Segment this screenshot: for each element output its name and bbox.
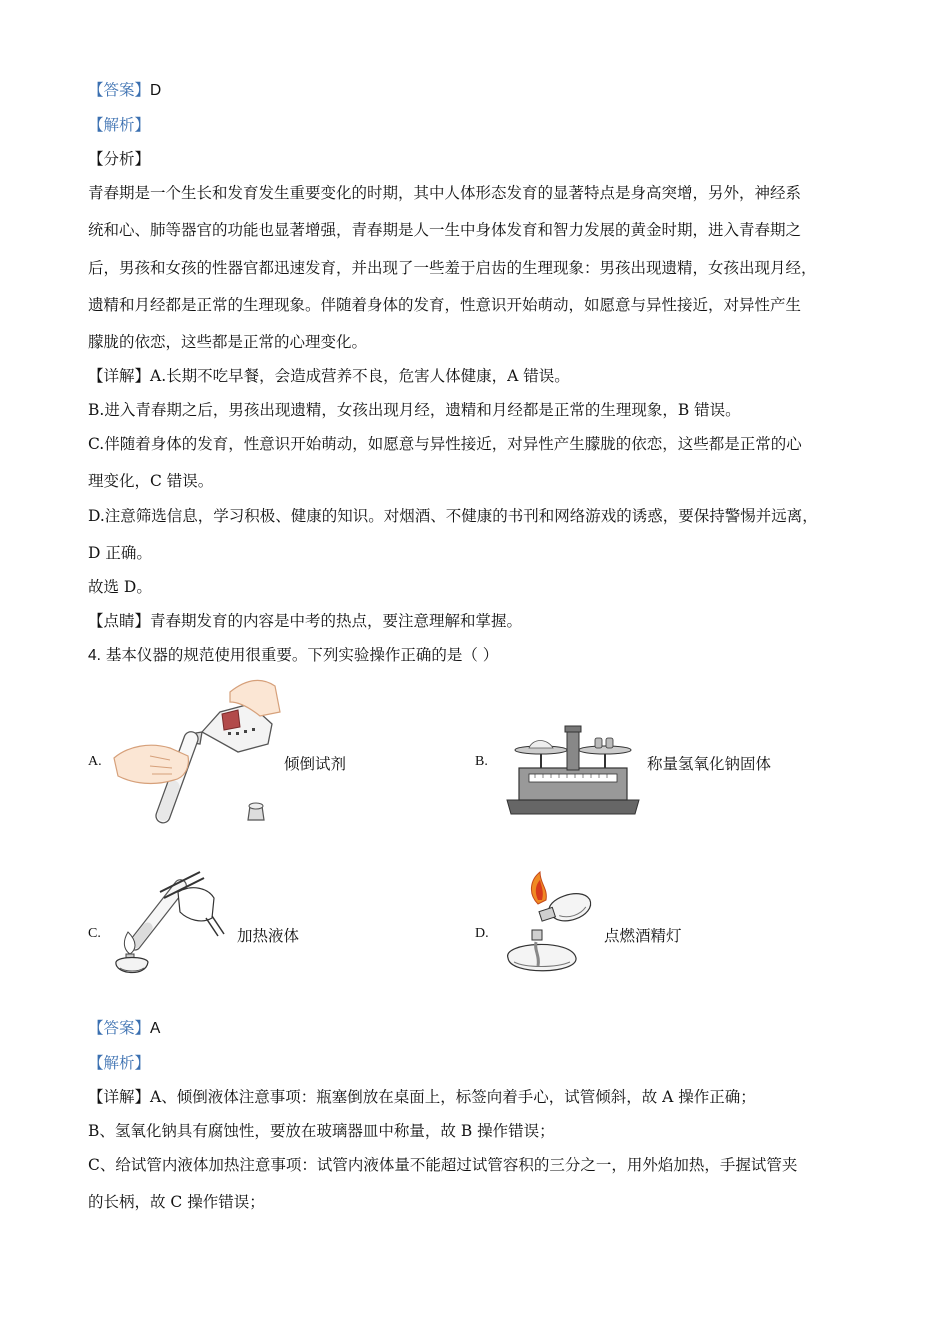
- jiexi-label: 【解析】: [88, 116, 151, 134]
- option-d-caption: 点燃酒精灯: [604, 927, 682, 945]
- fenxi-paragraph-line: 后，男孩和女孩的性器官都迅速发育，并出现了一些羞于启齿的生理现象：男孩出现遗精，女孩出现月经，: [88, 259, 817, 277]
- fenxi-paragraph-line: 朦胧的依恋，这些都是正常的心理变化。: [88, 333, 368, 351]
- answer-label: 【答案】: [88, 1019, 151, 1037]
- xiangjie-line: 理变化，C 错误。: [88, 472, 214, 490]
- fenxi-paragraph-line: 统和心、肺等器官的功能也显著增强，青春期是人一生中身体发育和智力发展的黄金时期，进入青春期之: [88, 221, 802, 239]
- fenxi-label: 【分析】: [88, 150, 151, 168]
- lighting-alcohol-lamp-figure: [500, 870, 602, 978]
- xiangjie-line: B、氢氧化钠具有腐蚀性，要放在玻璃器皿中称量，故 B 操作错误；: [88, 1122, 555, 1140]
- option-c-caption: 加热液体: [237, 927, 300, 945]
- fenxi-paragraph-line: 青春期是一个生长和发育发生重要变化的时期，其中人体形态发育的显著特点是身高突增，另外，神经系: [88, 184, 802, 202]
- answer-value: A: [150, 1020, 161, 1037]
- question-text: 基本仪器的规范使用很重要。下列实验操作正确的是（ ）: [105, 646, 499, 664]
- xiangjie-line: D.注意筛选信息，学习积极、健康的知识。对烟酒、不健康的书刊和网络游戏的诱惑，要保持警惕并远离，: [88, 507, 818, 525]
- pouring-reagent-figure: [110, 672, 282, 830]
- xiangjie-line: D 正确。: [88, 544, 152, 562]
- option-a-caption: 倾倒试剂: [284, 755, 347, 773]
- heating-liquid-figure: [108, 862, 234, 980]
- option-d-letter: D.: [475, 926, 489, 941]
- dianjing-line: 【点睛】青春期发育的内容是中考的热点，要注意理解和掌握。: [88, 612, 523, 630]
- xiangjie-line: 的长柄，故 C 操作错误；: [88, 1193, 265, 1211]
- option-c-letter: C.: [88, 926, 101, 941]
- xiangjie-line: 【详解】A.长期不吃早餐，会造成营养不良，危害人体健康，A 错误。: [88, 367, 570, 385]
- balance-scale-figure: [503, 722, 643, 818]
- fenxi-paragraph-line: 遗精和月经都是正常的生理现象。伴随着身体的发育，性意识开始萌动，如愿意与异性接近，对异性产生: [88, 296, 802, 314]
- option-b-caption: 称量氢氧化钠固体: [647, 755, 772, 773]
- answer-line: [88, 80, 161, 101]
- xiangjie-line: B.进入青春期之后，男孩出现遗精，女孩出现月经，遗精和月经都是正常的生理现象，B 错误。: [88, 401, 741, 419]
- xiangjie-line: C.伴随着身体的发育，性意识开始萌动，如愿意与异性接近，对异性产生朦胧的依恋，这些都是正常的心: [88, 435, 802, 453]
- option-b-letter: B.: [475, 754, 488, 769]
- answer-line: [88, 1018, 160, 1039]
- jiexi-label: 【解析】: [88, 1054, 151, 1072]
- xiangjie-line: C、给试管内液体加热注意事项：试管内液体量不能超过试管容积的三分之一，用外焰加热，手握试管夹: [88, 1156, 798, 1174]
- question-number: 4.: [88, 647, 101, 664]
- xiangjie-line: 故选 D。: [88, 578, 152, 596]
- xiangjie-line: 【详解】A、倾倒液体注意事项：瓶塞倒放在桌面上，标签向着手心，试管倾斜，故 A 操作正确；: [88, 1088, 756, 1106]
- answer-value: D: [150, 82, 162, 99]
- question-stem: [88, 645, 498, 666]
- option-a-letter: A.: [88, 754, 102, 769]
- answer-label: 【答案】: [88, 81, 151, 99]
